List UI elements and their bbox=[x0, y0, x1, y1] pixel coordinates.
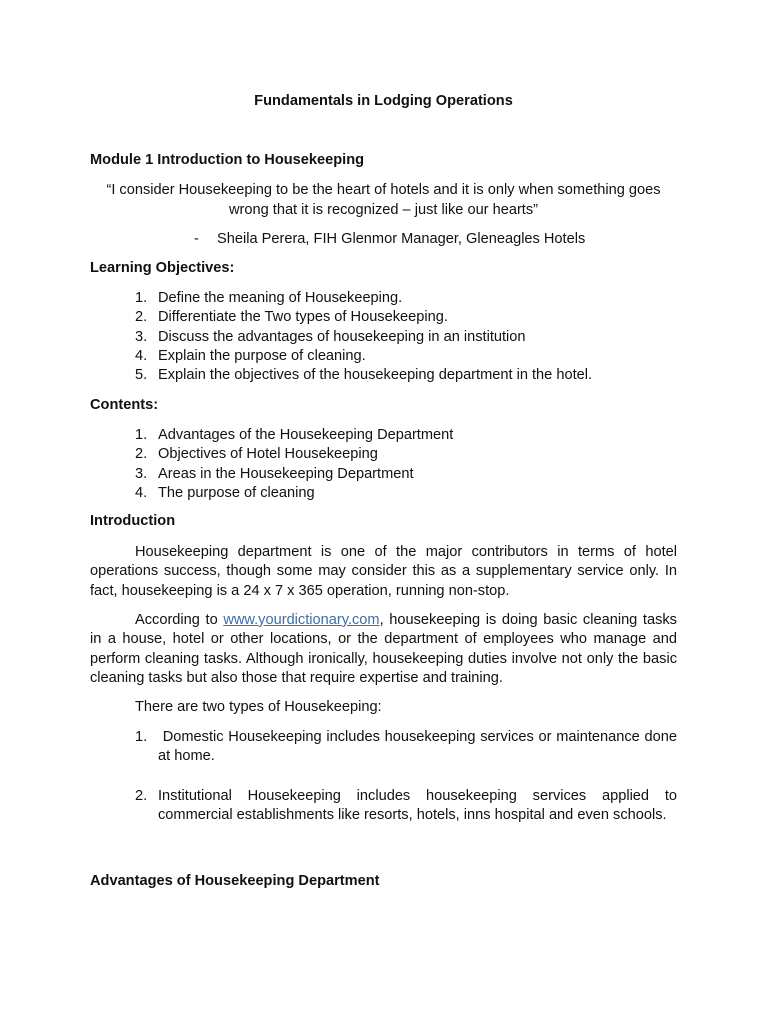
list-item-text: Discuss the advantages of housekeeping in an institution bbox=[158, 328, 526, 345]
list-number: 4. bbox=[135, 484, 148, 501]
intro-paragraph-1: Housekeeping department is one of the major contributors in terms of hotel operations success, though some may consider this as a supplementary service only. In fact, housekeeping is a 24 x 7 x 365 operation, running non-stop. bbox=[90, 544, 677, 599]
list-item bbox=[90, 347, 677, 366]
list-number: 4. bbox=[135, 347, 148, 364]
list-number: 3. bbox=[135, 328, 148, 345]
opening-quote: “I consider Housekeeping to be the heart of hotels and it is only when something goes wrong that it is recognized – just like our hearts” bbox=[106, 182, 661, 218]
list-item bbox=[90, 426, 677, 445]
list-item bbox=[90, 465, 677, 484]
list-item-text: Areas in the Housekeeping Department bbox=[158, 465, 414, 482]
housekeeping-types-list bbox=[90, 728, 682, 825]
contents-heading: Contents: bbox=[90, 397, 159, 413]
list-number: 2. bbox=[135, 309, 148, 326]
list-item bbox=[90, 445, 677, 464]
list-item bbox=[90, 728, 682, 767]
list-number: 1. bbox=[135, 427, 148, 443]
list-item-text: Domestic Housekeeping includes housekeeping services or maintenance done at home. bbox=[158, 729, 682, 765]
list-item-text: Explain the objectives of the housekeeping department in the hotel. bbox=[158, 367, 593, 384]
list-number: 2. bbox=[135, 787, 148, 804]
introduction-heading: Introduction bbox=[90, 513, 176, 529]
list-number: 5. bbox=[135, 367, 148, 384]
list-item-text: Objectives of Hotel Housekeeping bbox=[158, 446, 378, 463]
list-item bbox=[90, 484, 677, 503]
quote-attribution: Sheila Perera, FIH Glenmor Manager, Gleneagles Hotels bbox=[217, 231, 586, 247]
list-item-text: Differentiate the Two types of Housekeeping. bbox=[158, 309, 448, 326]
attribution-dash: - bbox=[194, 231, 199, 247]
intro-paragraph-2 bbox=[90, 611, 677, 688]
list-item bbox=[90, 787, 677, 826]
contents-list bbox=[90, 426, 677, 503]
advantages-heading: Advantages of Housekeeping Department bbox=[90, 873, 380, 889]
yourdictionary-link[interactable]: www.yourdictionary.com bbox=[223, 612, 380, 628]
list-number: 2. bbox=[135, 446, 148, 463]
list-number: 1. bbox=[135, 729, 148, 745]
list-item-text: Advantages of the Housekeeping Department bbox=[158, 427, 454, 443]
document-page bbox=[90, 0, 682, 1024]
paragraph-text: , housekeeping is doing basic cleaning tasks in a house, hotel or other locations, or the department of employees who manage and perform cleaning tasks. Although ironically, housekeeping duties involve not only the basic cleaning tasks but also those that require expertise and training. bbox=[90, 612, 677, 686]
list-item-text: Explain the purpose of cleaning. bbox=[158, 347, 366, 364]
list-item bbox=[90, 289, 677, 308]
types-intro: There are two types of Housekeeping: bbox=[135, 699, 382, 715]
objectives-heading: Learning Objectives: bbox=[90, 260, 235, 276]
list-item-text: Define the meaning of Housekeeping. bbox=[158, 290, 403, 306]
objectives-list bbox=[90, 289, 677, 385]
list-item-text: Institutional Housekeeping includes housekeeping services applied to commercial establishments like resorts, hotels, inns hospital and even schools. bbox=[158, 787, 677, 823]
list-item bbox=[90, 366, 677, 385]
paragraph-text: According to bbox=[135, 612, 224, 628]
list-item bbox=[90, 308, 677, 327]
module-heading: Module 1 Introduction to Housekeeping bbox=[90, 152, 365, 168]
list-item-text: The purpose of cleaning bbox=[158, 484, 315, 501]
list-number: 1. bbox=[135, 290, 148, 306]
list-number: 3. bbox=[135, 465, 148, 482]
document-title: Fundamentals in Lodging Operations bbox=[254, 93, 513, 109]
list-item bbox=[90, 328, 677, 347]
